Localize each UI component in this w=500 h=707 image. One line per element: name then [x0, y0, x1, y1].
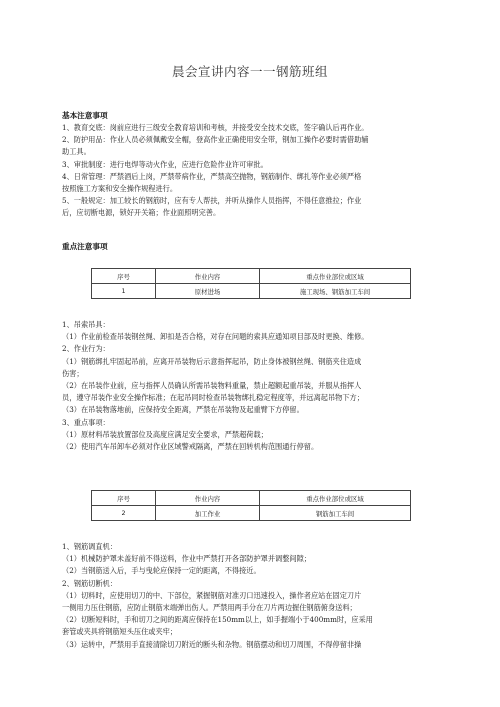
table-cell: 加工作业: [156, 506, 260, 521]
text-line: （2）使用汽车吊卸车必须对作业区域警戒隔离，严禁在回转机构范围通行停留。: [62, 442, 319, 452]
header-cell: 重点作业部位或区域: [260, 269, 411, 284]
text-line: （2）当钢筋送入后，手与曳轮应保持一定的距离，不得接近。: [62, 566, 261, 576]
text-line: 员，遵守吊装作业安全操作标准；在起吊同时检查吊装物绑扎稳定程度等，并远离起吊物下方；: [62, 393, 364, 403]
text-line: （3）运转中，严禁用手直接清除切刀附近的断头和杂物。钢筋摆动和切刀周围，不得停留非操: [62, 639, 362, 649]
text-line: 1、教育交底：岗前应进行三级安全教育培训和考核，并接受安全技术交底，签字确认后再作业。: [62, 123, 369, 132]
text-line: （3）在吊装物落地前，应保持安全距离，严禁在吊装物及起重臂下方停留。: [62, 405, 304, 415]
table-cell: 钢筋加工车间: [260, 506, 411, 521]
text-line: 3、重点事项：: [62, 417, 110, 427]
table-row: [92, 506, 411, 521]
text-line: （1）钢筋绑扎牢固起吊前，应离开吊装物后示意指挥起吊，防止身体被钢丝绳、钢筋夹住造成: [62, 356, 362, 366]
section-heading-basic: 基本注意事项: [62, 111, 108, 120]
text-line: （1）机械防护罩未盖好前不得送料，作业中严禁打开各部防护罩并调整间隙；: [62, 554, 311, 564]
table-header-row: [92, 269, 411, 284]
text-line: 3、审批制度：进行电焊等动火作业，应进行危险作业许可审批。: [62, 159, 268, 169]
header-cell: 序号: [92, 269, 156, 284]
table-cell: 原材进场: [156, 284, 260, 299]
header-cell: 作业内容: [156, 491, 260, 506]
text-line: （1）原材料吊装放置部位及高度应满足安全要求，严禁超荷载；: [62, 429, 268, 439]
text-line: 套管或夹具将钢筋短头压住或夹牢；: [62, 627, 178, 637]
text-line: 按照施工方案和安全操作规程进行。: [62, 184, 178, 194]
table-row: [92, 284, 411, 299]
header-cell: 重点作业部位或区域: [260, 491, 411, 506]
text-line: 2、防护用品：作业人员必须佩戴安全帽，登高作业正确使用安全带，钢加工操作必要时需借助辅: [62, 135, 369, 145]
basic-notes: [62, 122, 444, 220]
text-line: （1）切料时，应使用切刀的中、下部位，紧握钢筋对准刃口迅速投入，操作者应站在固定刀片: [62, 590, 362, 600]
table-cell: 施工现场、钢筋加工车间: [260, 284, 411, 299]
processing-notes: [62, 541, 444, 651]
header-cell: 序号: [92, 491, 156, 506]
text-line: 2、作业行为：: [62, 344, 110, 354]
text-line: 伤害；: [62, 368, 84, 378]
text-line: （2）切断短料时，手和切刀之间的距离应保持在150mm以上，如手握端小于400mm时，应采用: [62, 615, 373, 625]
table-header-row: [92, 491, 411, 506]
text-line: （2）在吊装作业前，应与指挥人员确认所需吊装物料重量，禁止超额起重吊装，并服从指挥人: [62, 381, 362, 391]
text-line: 1、吊索吊具：: [62, 320, 110, 329]
text-line: 后，应切断电源，锁好开关箱；作业面照明完善。: [62, 208, 221, 218]
text-line: 4、日常管理：严禁酒后上岗，严禁带病作业，严禁高空抛物，钢筋制作、绑扎等作业必须严格: [62, 171, 362, 181]
table-processing: [91, 490, 411, 521]
table-cell: 2: [92, 506, 156, 521]
text-line: 一侧用力压住钢筋，应防止钢筋末端弹出伤人。严禁用两手分在刀片两边握住钢筋俯身送料；: [62, 603, 357, 613]
table-cell: 1: [92, 284, 156, 299]
table-raw-material: [91, 268, 411, 299]
text-line: 2、钢筋切断机：: [62, 578, 117, 588]
raw-material-notes: [62, 319, 444, 453]
text-line: 5、一般规定：加工较长的钢筋时，应有专人帮扶，并听从操作人员指挥，不得任意推拉；作业: [62, 196, 362, 206]
document-title: 晨会宣讲内容一一钢筋班组: [171, 64, 328, 79]
text-line: 1、钢筋调直机：: [62, 542, 117, 551]
header-cell: 作业内容: [156, 269, 260, 284]
text-line: （1）作业前检查吊装钢丝绳、卸扣是否合格，对存在问题的索具应通知项目部及时更换、维修。: [62, 332, 369, 342]
text-line: 助工具。: [62, 147, 91, 157]
section-heading-key: 重点注意事项: [62, 242, 108, 251]
